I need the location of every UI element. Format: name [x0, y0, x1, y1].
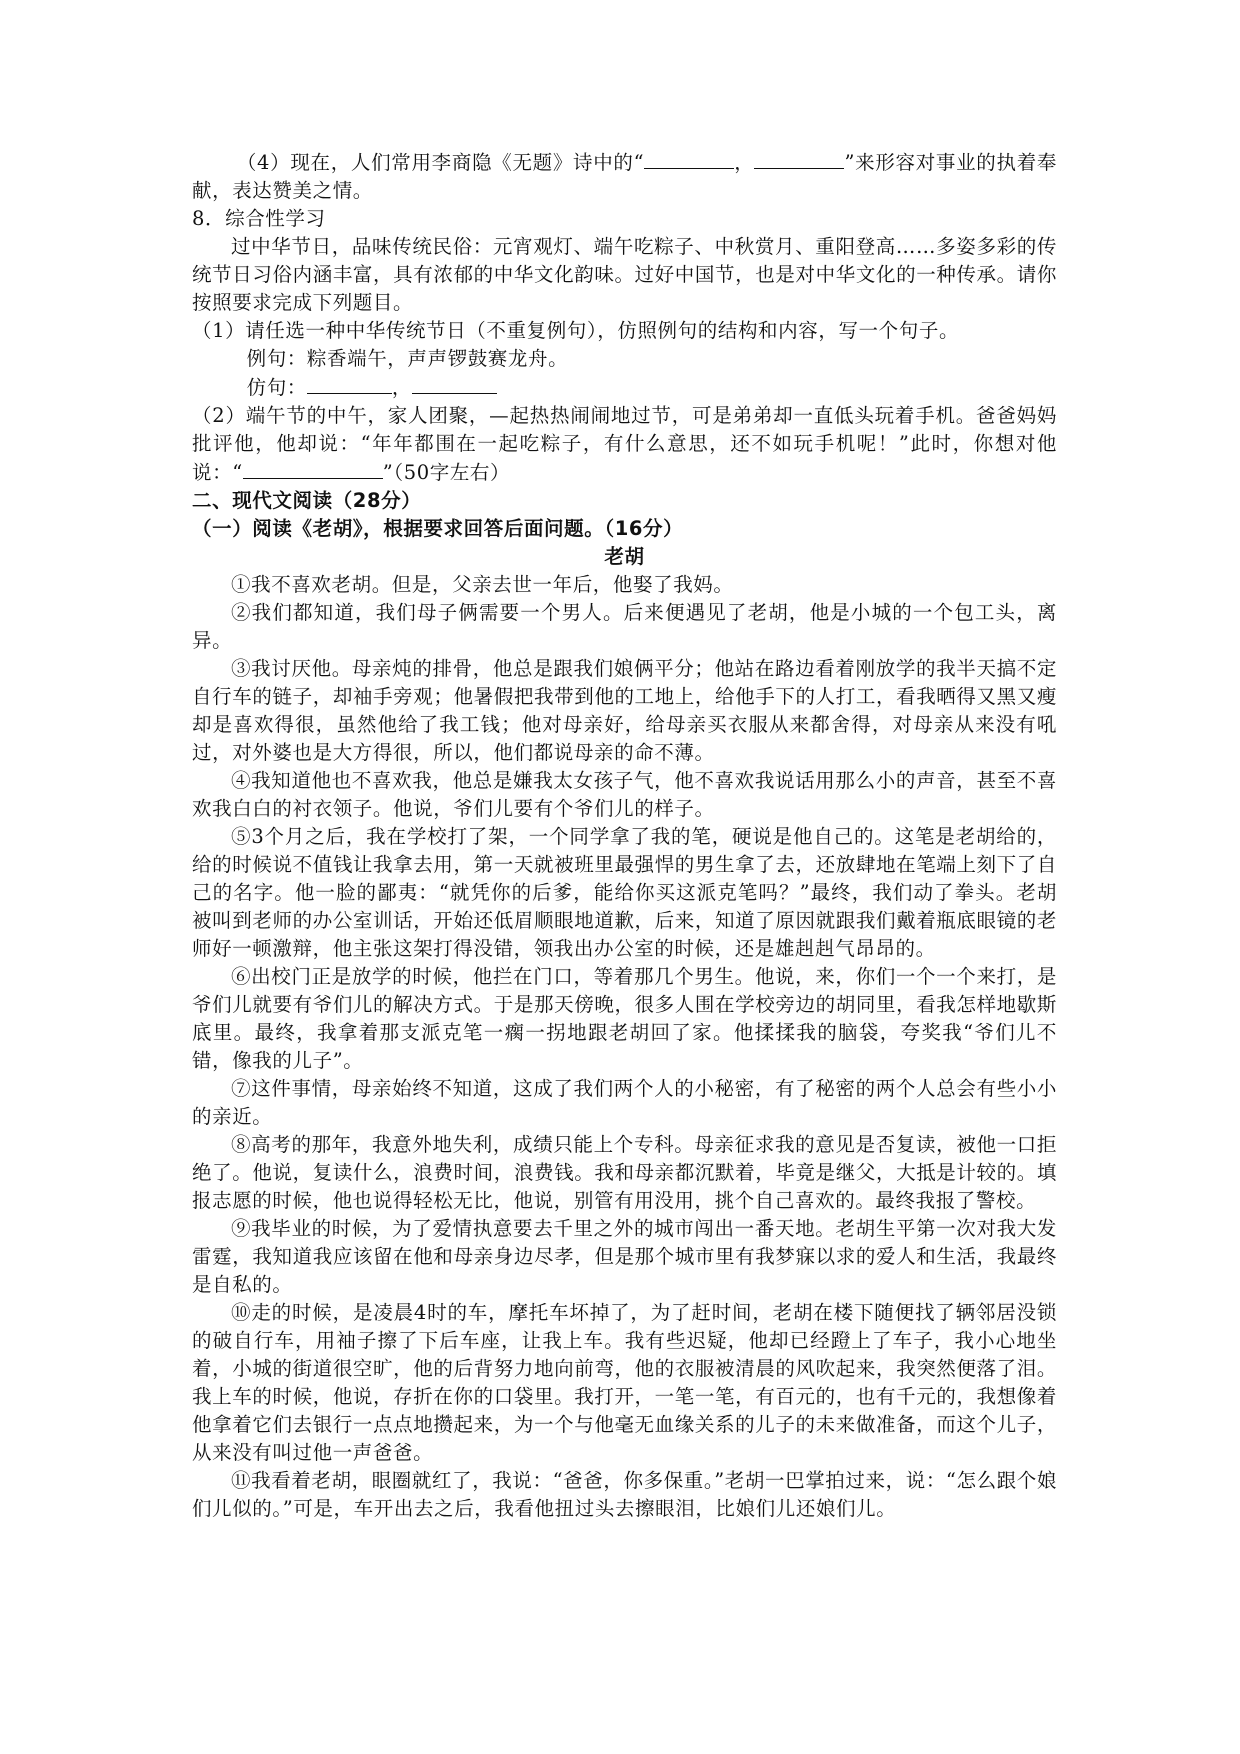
question-8-imitate: 仿句： ， — [192, 373, 1057, 402]
answer-blank[interactable] — [243, 458, 383, 479]
article-paragraph: ⑦这件事情，母亲始终不知道，这成了我们两个人的小秘密，有了秘密的两个人总会有些小小的亲近。 — [192, 1077, 1057, 1128]
article-paragraph: ⑤3个月之后，我在学校打了架，一个同学拿了我的笔，硬说是他自己的。这笔是老胡给的，给的时候说不值钱让我拿去用，第一天就被班里最强悍的男生拿了去，还放肆地在笔端上刻下了自己的名字。他一脸的鄙夷：“就凭你的后爹，能给你买这派克笔吗？”最终，我们动了拳头。老胡被叫到老师的办公室训话，开始还低眉顺眼地道歉，后来，知道了原因就跟我们戴着瓶底眼镜的老师好一顿激辩，他主张这架打得没错，领我出办公室的时候，还是雄赳赳气昂昂的。 — [192, 825, 1057, 960]
question-8-heading: 8．综合性学习 — [192, 207, 326, 230]
question-7-4: （4）现在，人们常用李商隐《无题》诗中的“ ， ”来形容对事业的执着奉献，表达赞美之情。 — [192, 148, 1057, 205]
article-paragraph: ④我知道他也不喜欢我，他总是嫌我太女孩子气，他不喜欢我说话用那么小的声音，甚至不喜欢我白白的衬衣领子。他说，爷们儿要有个爷们儿的样子。 — [192, 769, 1057, 820]
section-heading: 二、现代文阅读（28分） — [192, 489, 422, 512]
question-8-part1: （1）请任选一种中华传统节日（不重复例句），仿照例句的结构和内容，写一个句子。 — [192, 319, 960, 342]
article-paragraph: ⑥出校门正是放学的时候，他拦在门口，等着那几个男生。他说，来，你们一个一个来打，是爷们儿就要有爷们儿的解决方式。于是那天傍晚，很多人围在学校旁边的胡同里，看我怎样地歇斯底里。最终，我拿着那支派克笔一瘸一拐地跟老胡回了家。他揉揉我的脑袋，夸奖我“爷们儿不错，像我的儿子”。 — [192, 965, 1057, 1072]
question-8-intro: 过中华节日，品味传统民俗：元宵观灯、端午吃粽子、中秋赏月、重阳登高……多姿多彩的传统节日习俗内涵丰富，具有浓郁的中华文化韵味。过好中国节，也是对中华文化的一种传承。请你按照要求完成下列题目。 — [192, 235, 1057, 314]
article-paragraph: ②我们都知道，我们母子俩需要一个男人。后来便遇见了老胡，他是小城的一个包工头，离异。 — [192, 601, 1057, 652]
article-title: 老胡 — [604, 545, 645, 568]
article-paragraph: ③我讨厌他。母亲炖的排骨，他总是跟我们娘俩平分；他站在路边看着刚放学的我半天搞不定自行车的链子，却袖手旁观；他暑假把我带到他的工地上，给他手下的人打工，看我晒得又黑又瘦却是喜欢得很，虽然他给了我工钱；他对母亲好，给母亲买衣服从来都舍得，对母亲从来没有吼过，对外婆也是大方得很，所以，他们都说母亲的命不薄。 — [192, 657, 1057, 764]
question-8-part2: （2）端午节的中午，家人团聚，—起热热闹闹地过节，可是弟弟却一直低头玩着手机。爸爸妈妈批评他，他却说：“年年都围在一起吃粽子，有什么意思，还不如玩手机呢！”此时，你想对他说：“ ”（50字左右） — [192, 404, 1057, 484]
question-8-example: 例句：粽香端午，声声锣鼓赛龙舟。 — [246, 347, 569, 370]
answer-blank[interactable] — [307, 373, 392, 394]
exam-page — [192, 148, 1057, 1523]
article-paragraph: ⑧高考的那年，我意外地失利，成绩只能上个专科。母亲征求我的意见是否复读，被他一口拒绝了。他说，复读什么，浪费时间，浪费钱。我和母亲都沉默着，毕竟是继父，大抵是计较的。填报志愿的时候，他也说得轻松无比，他说，别管有用没用，挑个自己喜欢的。最终我报了警校。 — [192, 1133, 1057, 1212]
section-sub-heading: （一）阅读《老胡》，根据要求回答后面问题。（16分） — [192, 517, 684, 540]
article-paragraph: ①我不喜欢老胡。但是，父亲去世一年后，他娶了我妈。 — [231, 573, 734, 596]
article-paragraph: ⑪我看着老胡，眼圈就红了，我说：“爸爸，你多保重。”老胡一巴掌拍过来，说：“怎么跟个娘们儿似的。”可是，车开出去之后，我看他扭过头去擦眼泪，比娘们儿还娘们儿。 — [192, 1469, 1057, 1520]
answer-blank[interactable] — [412, 373, 497, 394]
answer-blank[interactable] — [754, 148, 844, 169]
article-paragraph: ⑨我毕业的时候，为了爱情执意要去千里之外的城市闯出一番天地。老胡生平第一次对我大发雷霆，我知道我应该留在他和母亲身边尽孝，但是那个城市里有我梦寐以求的爱人和生活，我最终是自私的。 — [192, 1217, 1057, 1296]
answer-blank[interactable] — [644, 148, 734, 169]
article-paragraph: ⑩走的时候，是凌晨4时的车，摩托车坏掉了，为了赶时间，老胡在楼下随便找了辆邻居没锁的破自行车，用袖子擦了下后车座，让我上车。我有些迟疑，他却已经蹬上了车子，我小心地坐着，小城的街道很空旷，他的后背努力地向前弯，他的衣服被清晨的风吹起来，我突然便落了泪。我上车的时候，他说，存折在你的口袋里。我打开，一笔一笔，有百元的，也有千元的，我想像着他拿着它们去银行一点点地攒起来，为一个与他毫无血缘关系的儿子的未来做准备，而这个儿子，从来没有叫过他一声爸爸。 — [192, 1301, 1057, 1464]
